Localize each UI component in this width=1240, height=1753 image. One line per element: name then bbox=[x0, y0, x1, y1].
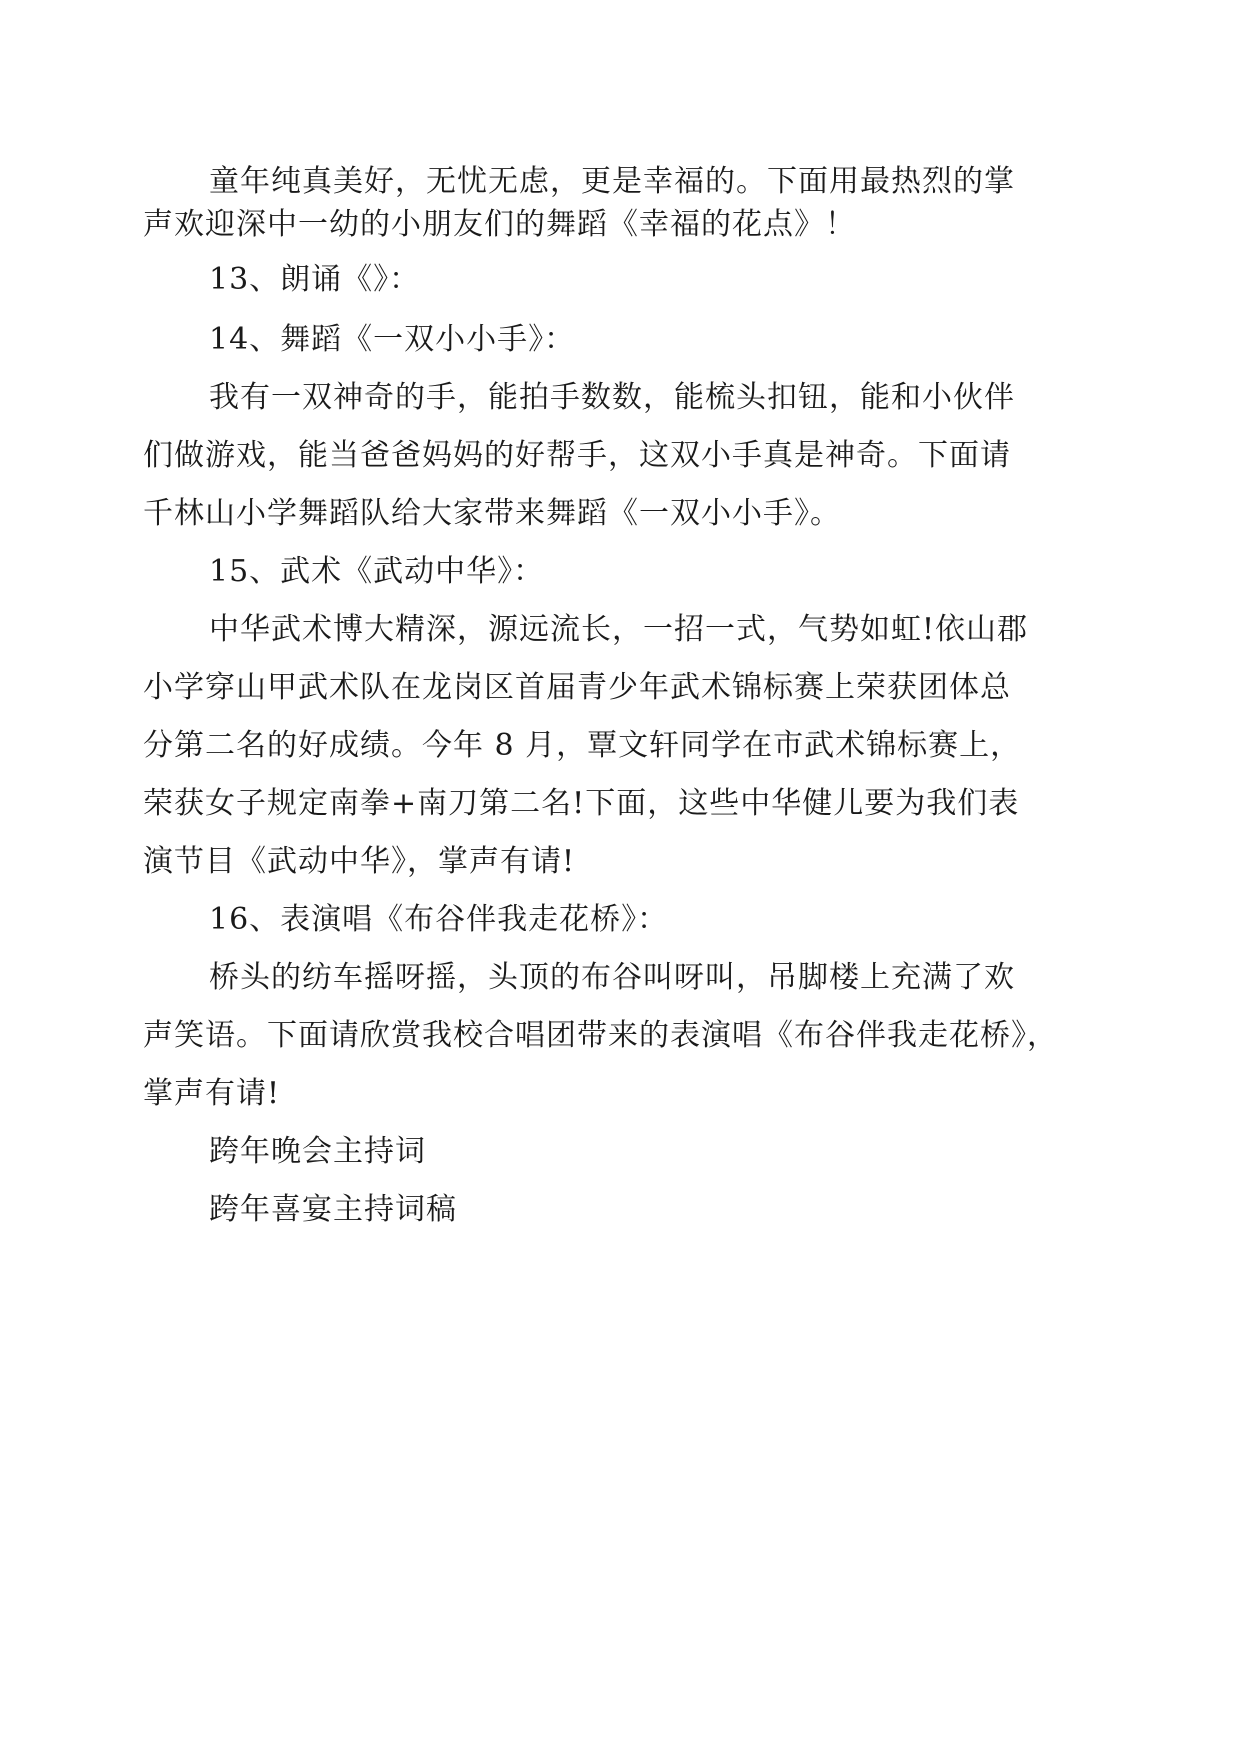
section-heading: 13、朗诵《》： bbox=[209, 262, 421, 297]
section-heading: 14、舞蹈《一双小小手》： bbox=[209, 322, 576, 357]
related-link-text: 跨年喜宴主持词稿 bbox=[209, 1192, 457, 1227]
paragraph-line: 演节目《武动中华》，掌声有请! bbox=[143, 844, 576, 879]
paragraph-line: 们做游戏，能当爸爸妈妈的好帮手，这双小手真是神奇。下面请 bbox=[143, 438, 1011, 473]
paragraph-line: 童年纯真美好，无忧无虑，更是幸福的。下面用最热烈的掌 bbox=[209, 164, 1015, 199]
related-link-text: 跨年晚会主持词 bbox=[209, 1134, 426, 1169]
paragraph-line: 荣获女子规定南拳+南刀第二名!下面，这些中华健儿要为我们表 bbox=[143, 786, 1020, 821]
paragraph-line: 小学穿山甲武术队在龙岗区首届青少年武术锦标赛上荣获团体总 bbox=[143, 670, 1011, 705]
paragraph-line: 掌声有请! bbox=[143, 1076, 281, 1111]
paragraph-line: 桥头的纺车摇呀摇，头顶的布谷叫呀叫，吊脚楼上充满了欢 bbox=[209, 960, 1015, 995]
section-heading: 15、武术《武动中华》： bbox=[209, 554, 545, 589]
paragraph-line: 分第二名的好成绩。今年 8 月，覃文轩同学在市武术锦标赛上， bbox=[143, 728, 1022, 763]
paragraph-line: 声笑语。下面请欣赏我校合唱团带来的表演唱《布谷伴我走花桥》， bbox=[143, 1018, 1058, 1053]
paragraph-line: 中华武术博大精深，源远流长，一招一式，气势如虹!依山郡 bbox=[209, 612, 1029, 647]
paragraph-line: 千林山小学舞蹈队给大家带来舞蹈《一双小小手》。 bbox=[143, 496, 841, 531]
section-heading: 16、表演唱《布谷伴我走花桥》： bbox=[209, 902, 669, 937]
paragraph-line: 我有一双神奇的手，能拍手数数，能梳头扣钮，能和小伙伴 bbox=[209, 380, 1015, 415]
paragraph-line: 声欢迎深中一幼的小朋友们的舞蹈《幸福的花点》！ bbox=[143, 207, 856, 242]
